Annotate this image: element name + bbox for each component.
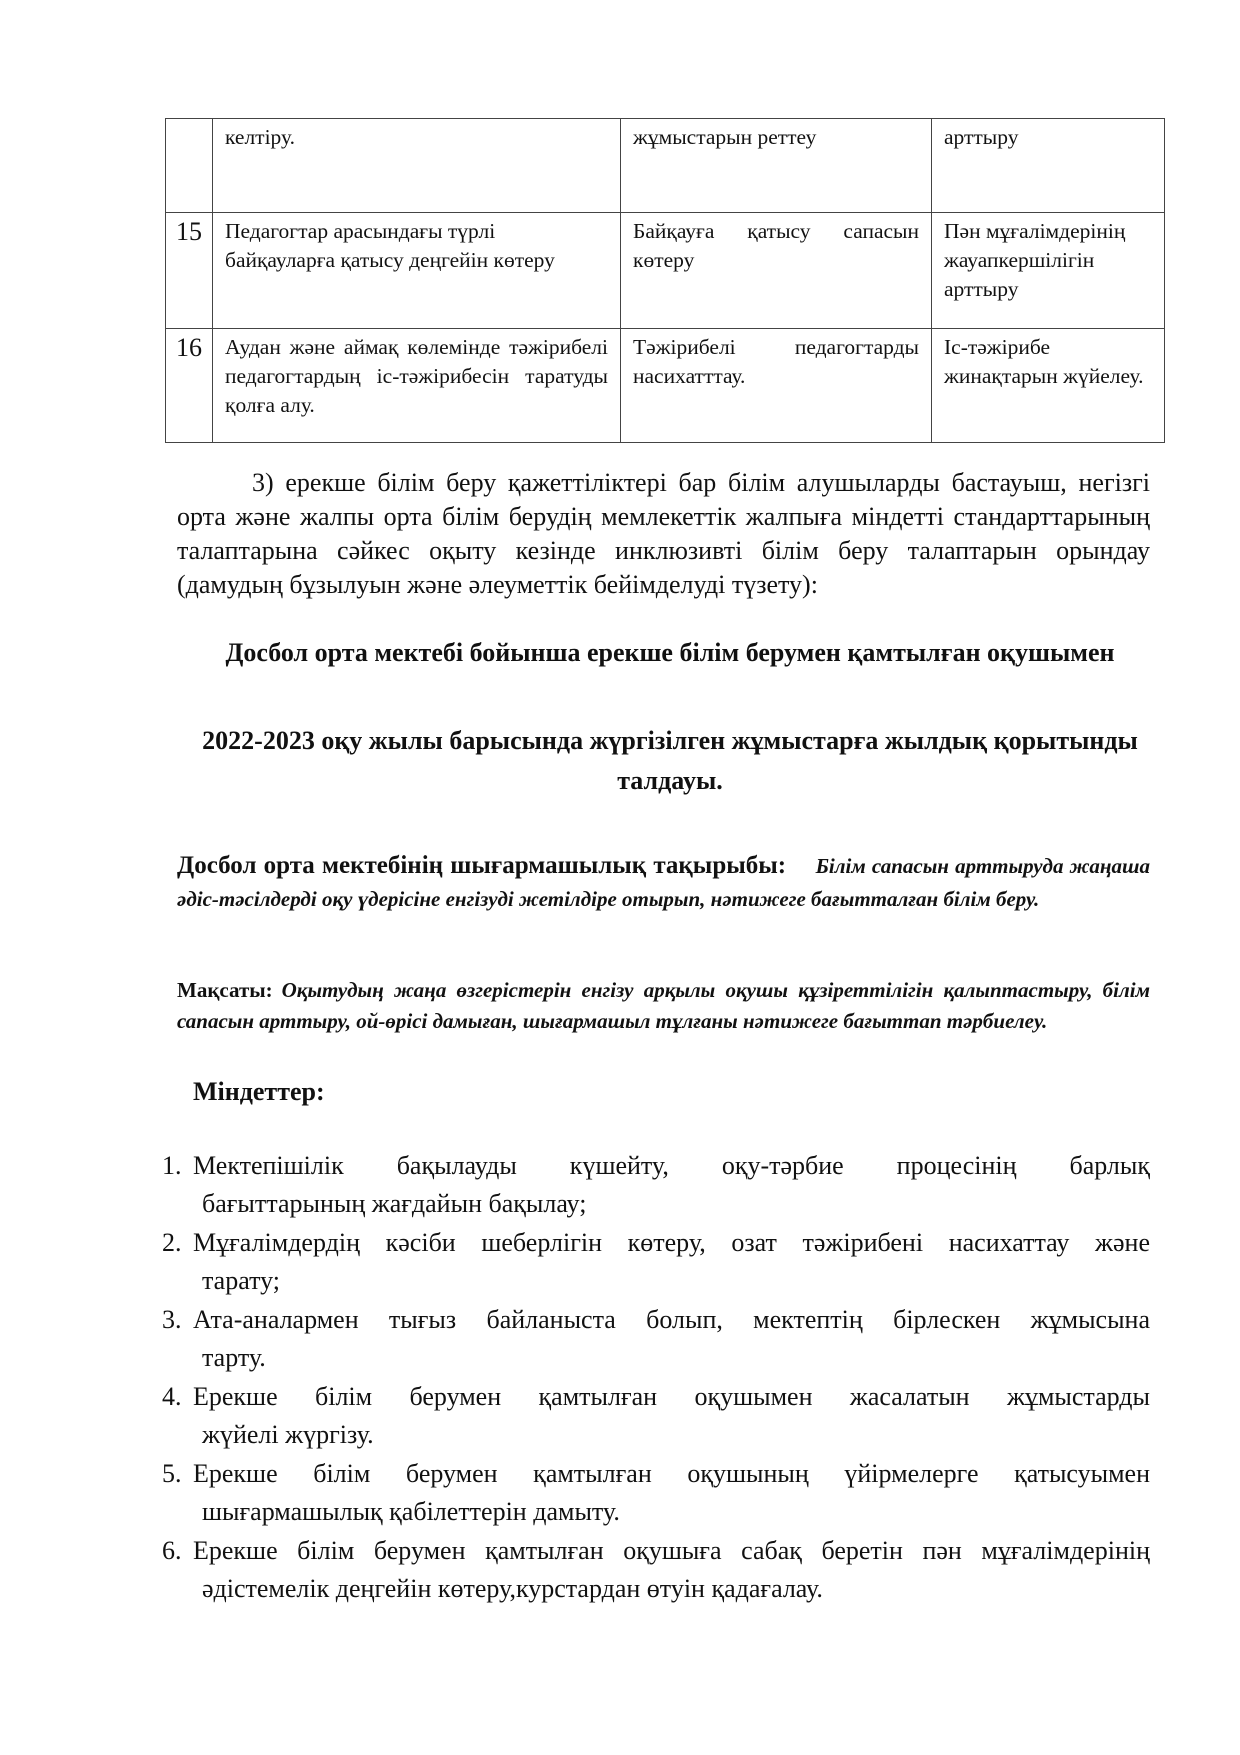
event-cell: келтіру. bbox=[213, 119, 621, 213]
list-text-continued: әдістемелік деңгейін көтеру,курстардан өтуін қадағалау. bbox=[202, 1574, 823, 1603]
result-cell: арттыру bbox=[932, 119, 1165, 213]
list-text-continued: бағыттарының жағдайын бақылау; bbox=[202, 1189, 587, 1218]
list-text-continued: жүйелі жүргізу. bbox=[202, 1420, 374, 1449]
list-text-continued: тарату; bbox=[202, 1266, 280, 1295]
list-number: 2. bbox=[162, 1228, 182, 1257]
table-row bbox=[166, 329, 1165, 443]
creative-theme bbox=[177, 850, 1150, 917]
list-item bbox=[150, 1224, 1150, 1300]
list-text: Мұғалімдердің кәсіби шеберлігін көтеру, озат тәжірибені насихаттау және bbox=[193, 1228, 1150, 1257]
result-cell: Пән мұғалімдерінің жауапкершілігін арттыру bbox=[932, 213, 1165, 329]
aim-text: Оқытудың жаңа өзгерістерін енгізу арқылы оқушы құзіреттілігін қалыптастыру, білім сапасын арттыру, ой-өрісі дамыған, шығармашыл тұлғаны нәтижеге бағыттап тәрбиелеу. bbox=[177, 978, 1150, 1033]
row-number: 16 bbox=[166, 329, 213, 443]
theme-label: Досбол орта мектебінің шығармашылық тақырыбы: bbox=[177, 852, 787, 879]
list-number: 3. bbox=[162, 1305, 182, 1334]
list-text: Ерекше білім берумен қамтылған оқушының үйірмелерге қатысуымен bbox=[193, 1459, 1150, 1488]
list-item bbox=[150, 1147, 1150, 1223]
list-text: Ерекше білім берумен қамтылған оқушыға сабақ беретін пән мұғалімдерінің bbox=[193, 1536, 1150, 1565]
goal-cell: жұмыстарын реттеу bbox=[621, 119, 932, 213]
section-heading: Досбол орта мектебі бойынша ерекше білім берумен қамтылған оқушымен bbox=[225, 638, 1115, 667]
result-cell: Іс-тәжірибе жинақтарын жүйелеу. bbox=[932, 329, 1165, 443]
list-number: 5. bbox=[162, 1459, 182, 1488]
tasks-title: Міндеттер: bbox=[193, 1077, 325, 1106]
section-subheading: 2022-2023 оқу жылы барысында жүргізілген жұмыстарға жылдық қорытынды талдауы. bbox=[202, 726, 1138, 795]
table-row bbox=[166, 213, 1165, 329]
list-text: Ерекше білім берумен қамтылған оқушымен жасалатын жұмыстарды bbox=[193, 1382, 1150, 1411]
list-number: 1. bbox=[162, 1151, 182, 1180]
list-item bbox=[150, 1455, 1150, 1531]
list-item bbox=[150, 1532, 1150, 1608]
goal-cell: Байқауға қатысу сапасын көтеру bbox=[621, 213, 932, 329]
plan-table bbox=[165, 118, 1165, 443]
aim-label: Мақсаты: bbox=[177, 978, 273, 1002]
list-text-continued: тарту. bbox=[202, 1343, 266, 1372]
row-number: 15 bbox=[166, 213, 213, 329]
table-row bbox=[166, 119, 1165, 213]
list-number: 6. bbox=[162, 1536, 182, 1565]
aim-statement bbox=[177, 976, 1150, 1038]
row-number bbox=[166, 119, 213, 213]
list-item bbox=[150, 1378, 1150, 1454]
list-number: 4. bbox=[162, 1382, 182, 1411]
list-text: Мектепішілік бақылауды күшейту, оқу-тәрбие процесінің барлық bbox=[193, 1151, 1150, 1180]
event-cell: Педагогтар арасындағы түрлі байқауларға қатысу деңгейін көтеру bbox=[213, 213, 621, 329]
goal-cell: Тәжірибелі педагогтарды насихатттау. bbox=[621, 329, 932, 443]
theme-text: Білім сапасын арттыруда жаңаша әдіс-тәсілдерді оқу үдерісіне енгізуді жетілдіре отырып, нәтижеге бағытталған білім беру. bbox=[177, 854, 1150, 911]
list-text-continued: шығармашылық қабілеттерін дамыту. bbox=[202, 1497, 620, 1526]
list-text: Ата-аналармен тығыз байланыста болып, мектептің бірлескен жұмысына bbox=[193, 1305, 1150, 1334]
tasks-list bbox=[150, 1147, 1150, 1609]
event-cell: Аудан және аймақ көлемінде тәжірибелі педагогтардың іс-тәжірибесін таратуды қолға алу. bbox=[213, 329, 621, 443]
list-item bbox=[150, 1301, 1150, 1377]
body-paragraph: 3) ерекше білім беру қажеттіліктері бар білім алушыларды бастауыш, негізгі орта және жалпы орта білім берудің мемлекеттік жалпыға міндетті стандарттарының талаптарына сәйкес оқыту кезінде инклюзивті білім беру талаптарын орындау (дамудың бұзылуын және әлеуметтік бейімделуді түзету): bbox=[177, 468, 1150, 599]
